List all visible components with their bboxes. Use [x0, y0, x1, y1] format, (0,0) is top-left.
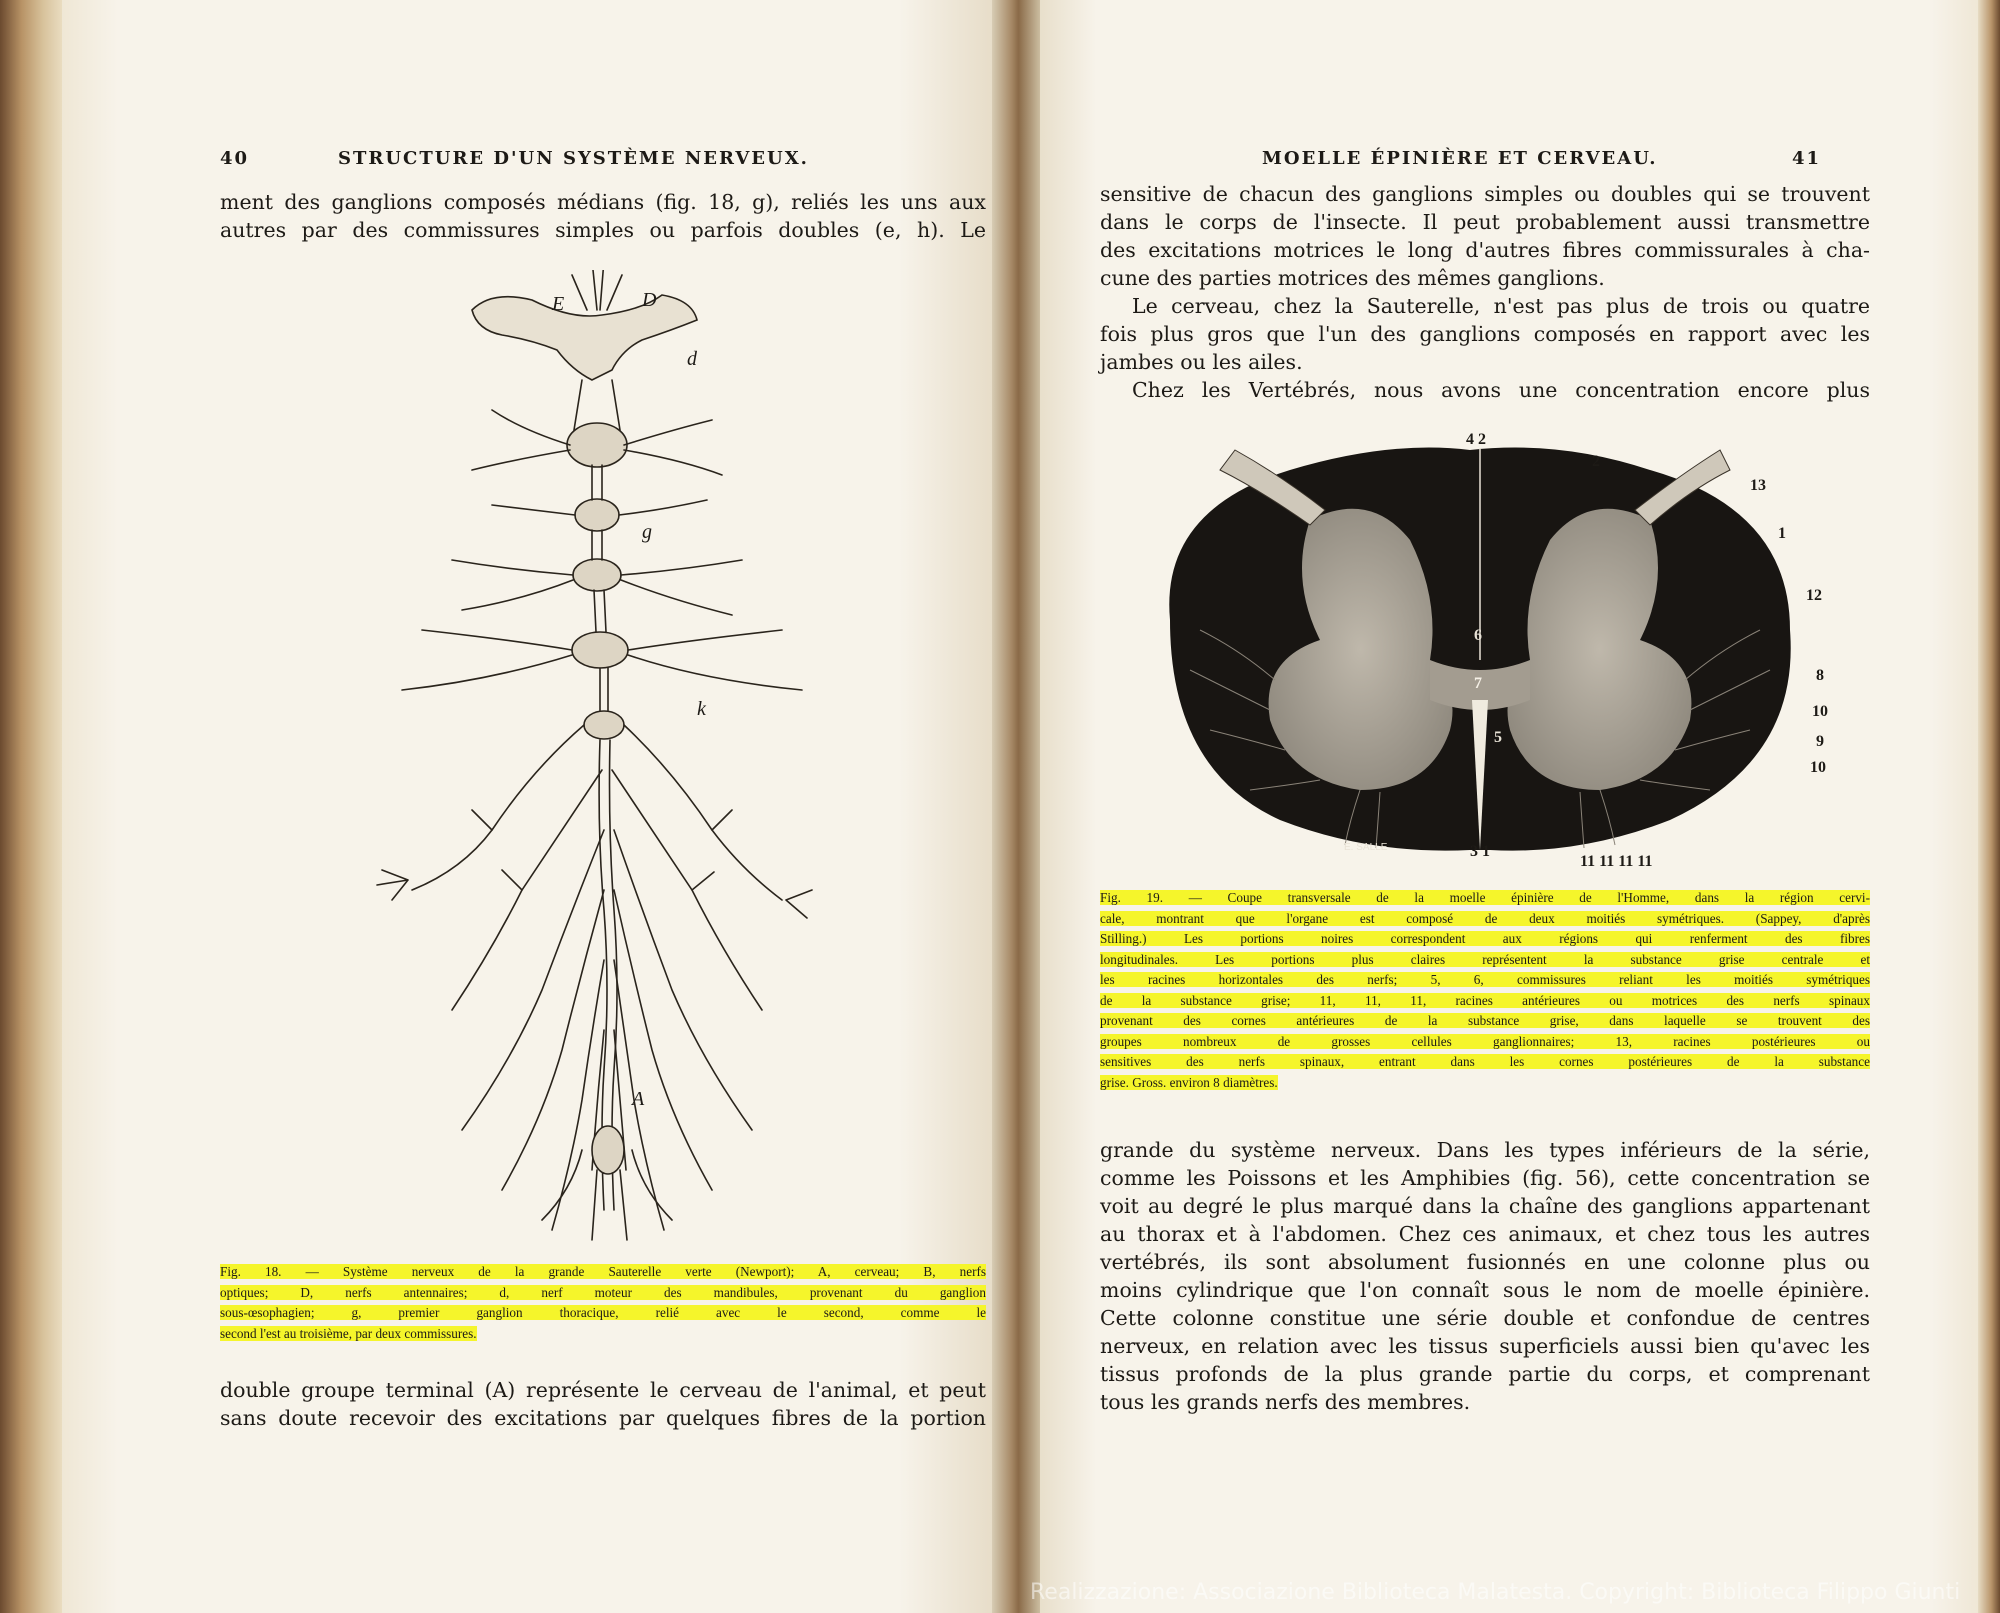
caption-line: sous-œsophagien; g, premier ganglion thoracique, relié avec le second, comme le [220, 1305, 986, 1320]
figure-19-label: 11 11 11 11 [1580, 853, 1653, 870]
figure-19-label: 13 [1750, 477, 1766, 494]
text-line: nerveux, en relation avec les tissus superficiels aussi bien qu'avec les [1100, 1334, 1870, 1358]
caption-line: optiques; D, nerfs antennaires; d, nerf moteur des mandibules, provenant du ganglion [220, 1284, 986, 1300]
caption-line: grise. Gross. environ 8 diamètres. [1100, 1074, 1278, 1090]
figure-19-spinal-cord-section [1110, 430, 1850, 870]
left-running-head: STRUCTURE D'UN SYSTÈME NERVEUX. [338, 148, 809, 169]
figure-18-caption [220, 1262, 986, 1344]
caption-line: sensitives des nerfs spinaux, entrant dans les cornes postérieures de la substance [1100, 1054, 1870, 1069]
caption-line: second l'est au troisième, par deux commissures. [220, 1325, 477, 1341]
book-edge-right [1978, 0, 2000, 1613]
right-running-head: MOELLE ÉPINIÈRE ET CERVEAU. [1262, 148, 1658, 169]
figure-18-letter: E [552, 293, 565, 315]
caption-line: de la substance grise; 11, 11, 11, racines antérieures ou motrices des nerfs spinaux [1100, 992, 1870, 1008]
figure-19-label: 10 [1812, 703, 1828, 720]
text-line: cune des parties motrices des mêmes ganglions. [1100, 266, 1605, 290]
text-line: fois plus gros que l'un des ganglions composés en rapport avec les [1100, 322, 1870, 346]
text-line: jambes ou les ailes. [1100, 350, 1303, 374]
text-line: moins cylindrique que l'on connaît sous le nom de moelle épinière. [1100, 1278, 1870, 1302]
figure-19-label: 7 [1474, 675, 1482, 692]
figure-18-letter: A [632, 1088, 645, 1110]
left-top-paragraph [220, 188, 986, 244]
caption-line: Stilling.) Les portions noires correspondent aux régions qui renferment des fibres [1100, 931, 1870, 946]
digitization-watermark: Realizzazione: Associazione Biblioteca Malatesta. Copyright: Biblioteca Filippo Giunti [1030, 1580, 1961, 1605]
caption-line: Fig. 18. — Système nerveux de la grande Sauterelle verte (Newport); A, cerveau; B, nerfs [220, 1264, 986, 1279]
text-line: double groupe terminal (A) représente le cerveau de l'animal, et peut [220, 1378, 986, 1402]
text-line: tous les grands nerfs des membres. [1100, 1390, 1471, 1414]
figure-18-letter: D [642, 289, 657, 311]
figure-19-label: 12 [1806, 587, 1822, 604]
caption-line: cale, montrant que l'organe est composé de deux moitiés symétriques. (Sappey, d'après [1100, 910, 1870, 926]
text-line: ment des ganglions composés médians (fig. 18, g), reliés les uns aux [220, 190, 986, 214]
text-line: Le cerveau, chez la Sauterelle, n'est pas plus de trois ou quatre [1132, 294, 1870, 318]
caption-line: les racines horizontales des nerfs; 5, 6, commissures reliant les moitiés symétriques [1100, 972, 1870, 987]
right-top-paragraph [1100, 180, 1870, 404]
text-line: sans doute recevoir des excitations par quelques fibres de la portion [220, 1406, 986, 1430]
text-line: des excitations motrices le long d'autres fibres commissurales à cha- [1100, 238, 1870, 262]
figure-19-label: 9 [1816, 733, 1824, 750]
right-page [1040, 0, 1978, 1613]
left-bottom-paragraph [220, 1376, 986, 1432]
figure-19-label: 6 [1474, 627, 1482, 644]
caption-line: groupes nombreux de grosses cellules ganglionnaires; 13, racines postérieures ou [1100, 1033, 1870, 1049]
figure-18-nervous-system-drawing [342, 270, 862, 1250]
figure-19-label: 2 [1592, 453, 1600, 470]
figure-19-label: 3 1 [1470, 843, 1490, 860]
figure-19-caption [1100, 888, 1870, 1093]
text-line: Cette colonne constitue une série double et confondue de centres [1100, 1306, 1870, 1330]
caption-line: provenant des cornes antérieures de la substance grise, dans laquelle se trouvent des [1100, 1013, 1870, 1028]
text-line: sensitive de chacun des ganglions simples ou doubles qui se trouvent [1100, 182, 1870, 206]
text-line: grande du système nerveux. Dans les types inférieurs de la série, [1100, 1138, 1870, 1162]
text-line: Chez les Vertébrés, nous avons une concentration encore plus [1132, 378, 1870, 402]
book-gutter [992, 0, 1040, 1613]
engraver-signature: E. SALLE [1344, 842, 1388, 853]
figure-19-label: 1 [1778, 525, 1786, 542]
text-line: autres par des commissures simples ou parfois doubles (e, h). Le [220, 218, 986, 242]
figure-18-letter: d [687, 348, 697, 370]
text-line: dans le corps de l'insecte. Il peut probablement aussi transmettre [1100, 210, 1870, 234]
caption-line: longitudinales. Les portions plus claires représentent la substance grise centrale et [1100, 951, 1870, 967]
book-edge-left [0, 0, 62, 1613]
figure-19-label: 10 [1810, 759, 1826, 776]
text-line: au thorax et à l'abdomen. Chez ces animaux, et chez tous les autres [1100, 1222, 1870, 1246]
figure-19-label: 8 [1816, 667, 1824, 684]
caption-line: Fig. 19. — Coupe transversale de la moelle épinière de l'Homme, dans la région cervi- [1100, 890, 1870, 905]
figure-18-letter: g [642, 521, 652, 543]
left-page [62, 0, 992, 1613]
figure-19-label: 4 2 [1466, 431, 1486, 448]
right-bottom-paragraph [1100, 1136, 1870, 1416]
text-line: comme les Poissons et les Amphibies (fig. 56), cette concentration se [1100, 1166, 1870, 1190]
text-line: vertébrés, ils sont absolument fusionnés en une colonne plus ou [1100, 1250, 1870, 1274]
left-page-number: 40 [220, 148, 250, 169]
right-page-number: 41 [1792, 148, 1822, 169]
figure-19-label: 5 [1494, 729, 1502, 746]
text-line: tissus profonds de la plus grande partie du corps, et comprenant [1100, 1362, 1870, 1386]
figure-18-letter: k [697, 698, 706, 720]
text-line: voit au degré le plus marqué dans la chaîne des ganglions appartenant [1100, 1194, 1870, 1218]
